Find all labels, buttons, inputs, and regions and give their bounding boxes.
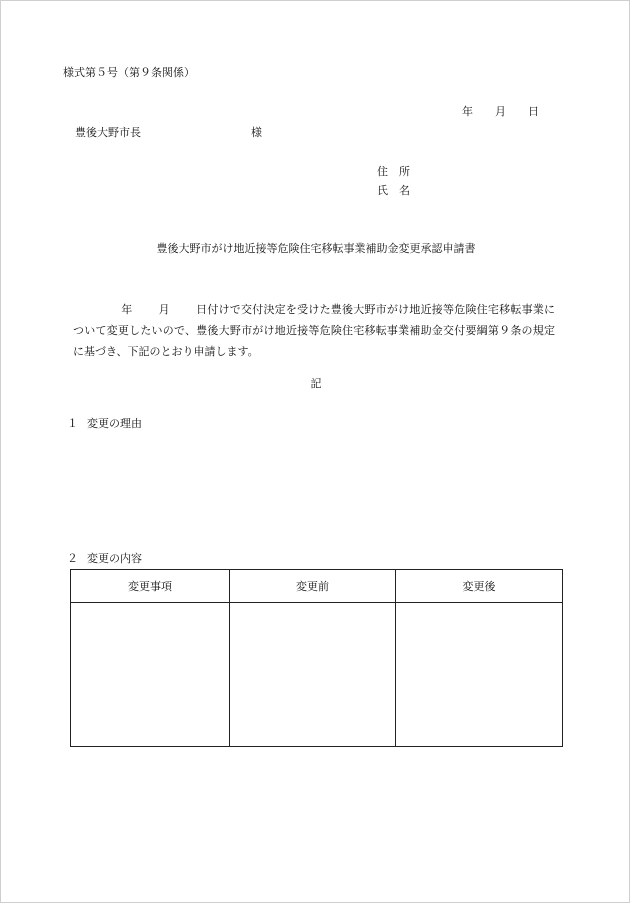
section-content-label: 変更の内容	[87, 552, 142, 565]
date-month: 月	[495, 105, 506, 118]
table-row	[71, 603, 563, 747]
section-reason	[67, 417, 142, 431]
cell-change-item[interactable]	[71, 603, 230, 747]
header-before: 変更前	[230, 570, 396, 603]
date-year: 年	[462, 105, 473, 118]
header-change-item: 変更事項	[71, 570, 230, 603]
date-line	[462, 105, 539, 119]
section-content	[67, 552, 142, 566]
body-text: 日付けで交付決定を受けた豊後大野市がけ地近接等危険住宅移転事業について変更したいので、豊後大野市がけ地近接等危険住宅移転事業補助金交付要綱第９条の規定に基づき、下記のとおり申請します。	[73, 303, 556, 358]
date-day: 日	[528, 105, 539, 118]
body-paragraph	[73, 299, 555, 362]
section-reason-label: 変更の理由	[87, 417, 142, 430]
section-content-number: ２	[67, 552, 78, 565]
applicant-address-label: 住 所	[377, 165, 410, 178]
ki-heading: 記	[310, 377, 322, 390]
addressee: 豊後大野市長	[75, 126, 141, 139]
header-after: 変更後	[396, 570, 563, 603]
section-reason-number: １	[67, 417, 78, 430]
table-header-row	[71, 570, 563, 603]
cell-after[interactable]	[396, 603, 563, 747]
body-year: 年	[121, 303, 133, 316]
applicant-name-label: 氏 名	[377, 184, 410, 197]
body-month: 月	[158, 303, 170, 316]
form-number: 様式第５号（第９条関係）	[63, 66, 195, 79]
honorific: 様	[251, 126, 262, 139]
cell-before[interactable]	[230, 603, 396, 747]
changes-table	[70, 569, 563, 747]
document-title: 豊後大野市がけ地近接等危険住宅移転事業補助金変更承認申請書	[156, 242, 476, 255]
